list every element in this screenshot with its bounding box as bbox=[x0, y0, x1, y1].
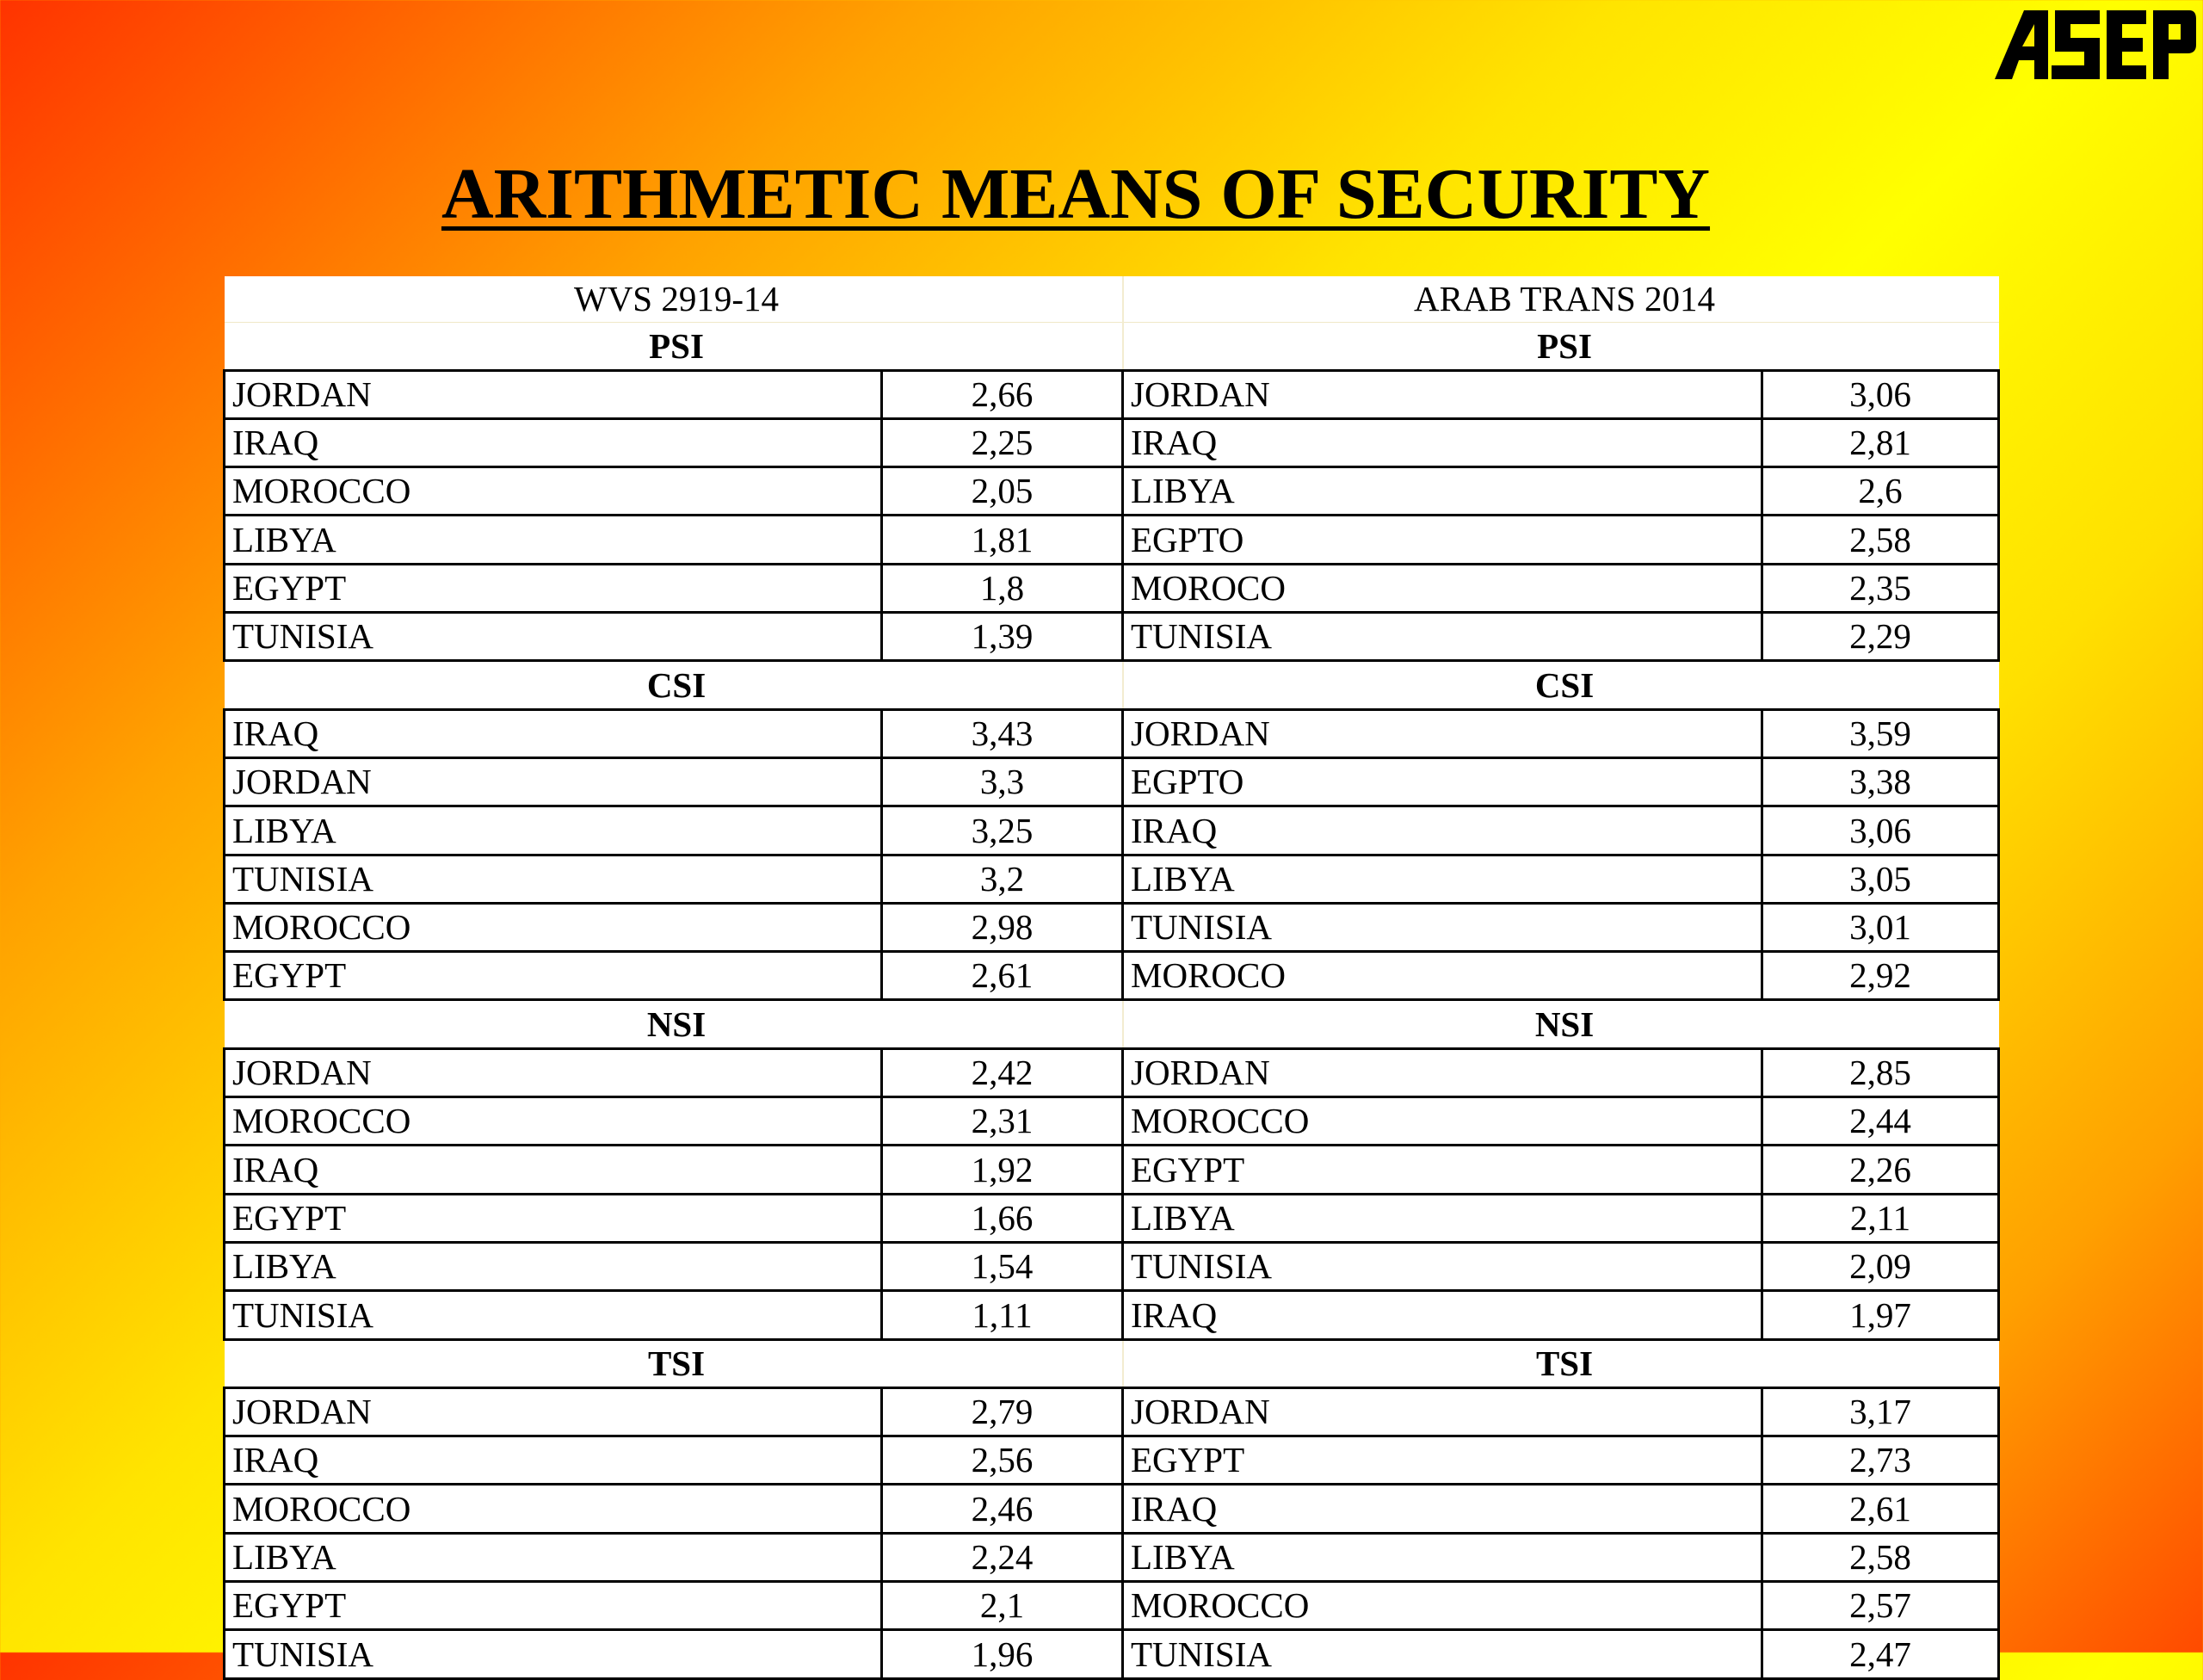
value-right: 2,11 bbox=[1762, 1194, 1999, 1242]
country-left: EGYPT bbox=[225, 1582, 882, 1630]
country-left: LIBYA bbox=[225, 516, 882, 564]
value-right: 2,73 bbox=[1762, 1436, 1999, 1485]
value-left: 1,39 bbox=[882, 613, 1123, 661]
section-label-left: CSI bbox=[225, 661, 1123, 709]
country-left: LIBYA bbox=[225, 1242, 882, 1290]
country-left: EGYPT bbox=[225, 1194, 882, 1242]
country-right: JORDAN bbox=[1123, 370, 1762, 418]
value-left: 2,46 bbox=[882, 1485, 1123, 1533]
section-label-right: NSI bbox=[1123, 1000, 1999, 1048]
page-title: ARITHMETIC MEANS OF SECURITY bbox=[441, 154, 1711, 234]
value-right: 2,35 bbox=[1762, 564, 1999, 612]
value-left: 1,96 bbox=[882, 1630, 1123, 1678]
value-left: 1,8 bbox=[882, 564, 1123, 612]
country-left: LIBYA bbox=[225, 1533, 882, 1581]
value-right: 2,47 bbox=[1762, 1630, 1999, 1678]
country-left: TUNISIA bbox=[225, 1291, 882, 1339]
section-label-right: PSI bbox=[1123, 323, 1999, 370]
value-left: 2,42 bbox=[882, 1048, 1123, 1096]
value-left: 2,05 bbox=[882, 467, 1123, 516]
value-left: 1,11 bbox=[882, 1291, 1123, 1339]
value-left: 1,92 bbox=[882, 1146, 1123, 1194]
section-label-left: TSI bbox=[225, 1339, 1123, 1387]
table-row bbox=[225, 467, 1999, 516]
country-right: TUNISIA bbox=[1123, 1630, 1762, 1678]
value-right: 2,61 bbox=[1762, 1485, 1999, 1533]
country-right: MOROCCO bbox=[1123, 1582, 1762, 1630]
value-right: 2,09 bbox=[1762, 1242, 1999, 1290]
section-header-row bbox=[225, 1000, 1999, 1048]
country-right: MOROCCO bbox=[1123, 1097, 1762, 1146]
section-header-row bbox=[225, 1339, 1999, 1387]
section-header-row bbox=[225, 323, 1999, 370]
value-left: 1,66 bbox=[882, 1194, 1123, 1242]
table-row bbox=[225, 1048, 1999, 1096]
country-left: IRAQ bbox=[225, 418, 882, 466]
table-row bbox=[225, 1485, 1999, 1533]
country-right: LIBYA bbox=[1123, 467, 1762, 516]
value-right: 3,06 bbox=[1762, 370, 1999, 418]
country-right: JORDAN bbox=[1123, 1387, 1762, 1436]
country-right: JORDAN bbox=[1123, 709, 1762, 757]
section-header-row bbox=[225, 661, 1999, 709]
value-right: 2,85 bbox=[1762, 1048, 1999, 1096]
country-right: LIBYA bbox=[1123, 1194, 1762, 1242]
country-left: JORDAN bbox=[225, 370, 882, 418]
country-right: LIBYA bbox=[1123, 855, 1762, 903]
source-left-header: WVS 2919-14 bbox=[225, 276, 1123, 323]
country-right: TUNISIA bbox=[1123, 1242, 1762, 1290]
table-row bbox=[225, 806, 1999, 855]
value-left: 2,66 bbox=[882, 370, 1123, 418]
country-right: EGPTO bbox=[1123, 757, 1762, 806]
value-left: 2,98 bbox=[882, 903, 1123, 951]
country-left: JORDAN bbox=[225, 757, 882, 806]
value-left: 2,1 bbox=[882, 1582, 1123, 1630]
table-row bbox=[225, 1387, 1999, 1436]
country-right: TUNISIA bbox=[1123, 613, 1762, 661]
value-right: 3,06 bbox=[1762, 806, 1999, 855]
section-label-right: TSI bbox=[1123, 1339, 1999, 1387]
country-left: LIBYA bbox=[225, 806, 882, 855]
table-row bbox=[225, 1630, 1999, 1678]
table-row bbox=[225, 757, 1999, 806]
value-left: 2,24 bbox=[882, 1533, 1123, 1581]
source-header-row bbox=[225, 276, 1999, 323]
country-right: LIBYA bbox=[1123, 1533, 1762, 1581]
country-right: MOROCO bbox=[1123, 952, 1762, 1000]
country-left: EGYPT bbox=[225, 952, 882, 1000]
table-row bbox=[225, 1291, 1999, 1339]
value-left: 2,61 bbox=[882, 952, 1123, 1000]
country-left: TUNISIA bbox=[225, 1630, 882, 1678]
value-left: 3,2 bbox=[882, 855, 1123, 903]
value-left: 3,25 bbox=[882, 806, 1123, 855]
country-left: MOROCCO bbox=[225, 1485, 882, 1533]
country-left: MOROCCO bbox=[225, 467, 882, 516]
country-left: MOROCCO bbox=[225, 1097, 882, 1146]
table-row bbox=[225, 903, 1999, 951]
table-row bbox=[225, 952, 1999, 1000]
country-left: IRAQ bbox=[225, 1436, 882, 1485]
country-left: TUNISIA bbox=[225, 855, 882, 903]
value-left: 2,79 bbox=[882, 1387, 1123, 1436]
table-row bbox=[225, 1242, 1999, 1290]
table-row bbox=[225, 709, 1999, 757]
table-row bbox=[225, 855, 1999, 903]
value-right: 2,58 bbox=[1762, 1533, 1999, 1581]
country-right: IRAQ bbox=[1123, 806, 1762, 855]
security-means-table bbox=[223, 276, 2000, 1680]
country-left: JORDAN bbox=[225, 1048, 882, 1096]
value-right: 3,38 bbox=[1762, 757, 1999, 806]
value-left: 1,81 bbox=[882, 516, 1123, 564]
section-label-right: CSI bbox=[1123, 661, 1999, 709]
table-row bbox=[225, 1533, 1999, 1581]
country-right: MOROCO bbox=[1123, 564, 1762, 612]
table-row bbox=[225, 1146, 1999, 1194]
country-right: IRAQ bbox=[1123, 1291, 1762, 1339]
value-left: 1,54 bbox=[882, 1242, 1123, 1290]
table-row bbox=[225, 1097, 1999, 1146]
table-row bbox=[225, 1194, 1999, 1242]
country-right: TUNISIA bbox=[1123, 903, 1762, 951]
table-row bbox=[225, 418, 1999, 466]
value-right: 3,01 bbox=[1762, 903, 1999, 951]
table-row bbox=[225, 1436, 1999, 1485]
country-right: EGPTO bbox=[1123, 516, 1762, 564]
value-right: 2,26 bbox=[1762, 1146, 1999, 1194]
value-right: 3,17 bbox=[1762, 1387, 1999, 1436]
value-right: 2,29 bbox=[1762, 613, 1999, 661]
value-left: 2,31 bbox=[882, 1097, 1123, 1146]
value-right: 3,05 bbox=[1762, 855, 1999, 903]
country-left: TUNISIA bbox=[225, 613, 882, 661]
asep-logo bbox=[1995, 5, 2196, 81]
table-row bbox=[225, 613, 1999, 661]
value-right: 2,92 bbox=[1762, 952, 1999, 1000]
table-body bbox=[225, 276, 1999, 1678]
source-right-header: ARAB TRANS 2014 bbox=[1123, 276, 1999, 323]
section-label-left: NSI bbox=[225, 1000, 1123, 1048]
country-left: EGYPT bbox=[225, 564, 882, 612]
value-right: 3,59 bbox=[1762, 709, 1999, 757]
section-label-left: PSI bbox=[225, 323, 1123, 370]
value-left: 2,56 bbox=[882, 1436, 1123, 1485]
country-left: MOROCCO bbox=[225, 903, 882, 951]
country-left: IRAQ bbox=[225, 709, 882, 757]
country-right: IRAQ bbox=[1123, 1485, 1762, 1533]
country-right: JORDAN bbox=[1123, 1048, 1762, 1096]
table-row bbox=[225, 564, 1999, 612]
country-right: EGYPT bbox=[1123, 1146, 1762, 1194]
value-right: 2,6 bbox=[1762, 467, 1999, 516]
value-right: 2,58 bbox=[1762, 516, 1999, 564]
value-left: 2,25 bbox=[882, 418, 1123, 466]
table-row bbox=[225, 370, 1999, 418]
value-right: 2,44 bbox=[1762, 1097, 1999, 1146]
country-left: IRAQ bbox=[225, 1146, 882, 1194]
country-right: EGYPT bbox=[1123, 1436, 1762, 1485]
value-right: 2,57 bbox=[1762, 1582, 1999, 1630]
value-right: 2,81 bbox=[1762, 418, 1999, 466]
country-left: JORDAN bbox=[225, 1387, 882, 1436]
value-left: 3,43 bbox=[882, 709, 1123, 757]
table-row bbox=[225, 1582, 1999, 1630]
table-row bbox=[225, 516, 1999, 564]
value-left: 3,3 bbox=[882, 757, 1123, 806]
country-right: IRAQ bbox=[1123, 418, 1762, 466]
value-right: 1,97 bbox=[1762, 1291, 1999, 1339]
